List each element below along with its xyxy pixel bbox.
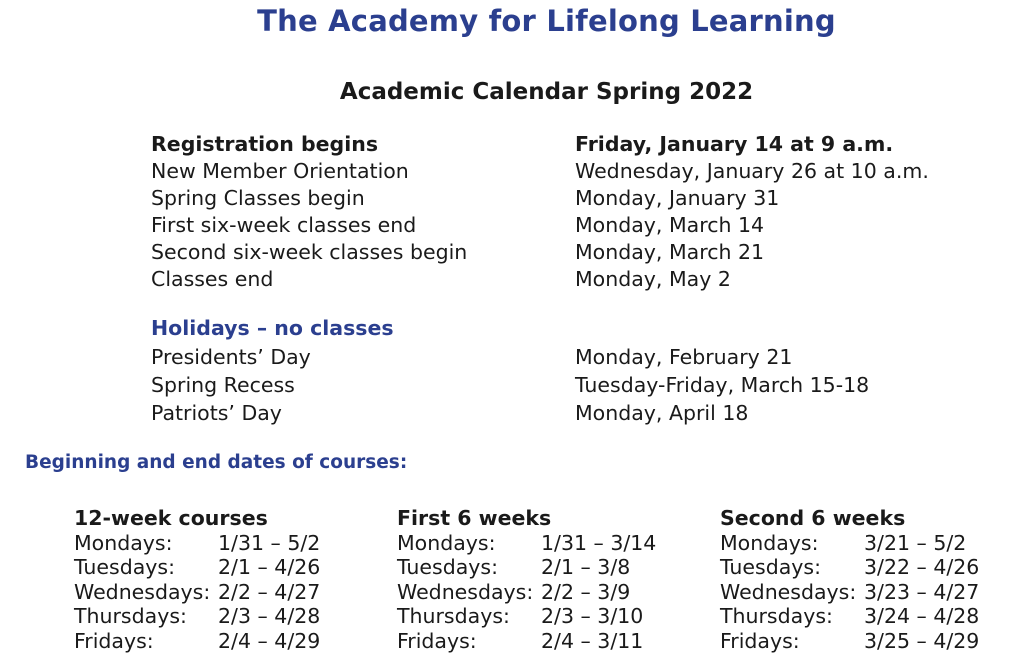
holiday-value: Monday, February 21 — [575, 345, 793, 369]
course-row — [74, 530, 321, 556]
holiday-label: Patriots’ Day — [151, 401, 282, 425]
course-dates: 2/2 – 4/27 — [218, 579, 321, 604]
course-dates: 3/23 – 4/27 — [864, 579, 980, 604]
course-day: Mondays: — [720, 530, 819, 555]
course-row — [720, 530, 967, 556]
schedule-label: First six-week classes end — [151, 213, 417, 237]
course-day: Mondays: — [74, 530, 173, 555]
course-row — [720, 604, 980, 629]
course-column-second-6-weeks — [720, 506, 980, 653]
course-row — [74, 628, 321, 654]
course-day: Thursdays: — [397, 604, 510, 628]
course-row — [397, 555, 631, 580]
holiday-value: Monday, April 18 — [575, 401, 749, 425]
course-row — [397, 530, 657, 556]
course-day: Fridays: — [397, 628, 477, 653]
course-dates: 2/3 – 3/10 — [541, 604, 644, 628]
course-row — [720, 579, 980, 605]
course-dates: 3/24 – 4/28 — [864, 604, 980, 628]
course-row — [74, 579, 321, 605]
page-title: The Academy for Lifelong Learning — [257, 4, 836, 38]
schedule-value: Monday, March 14 — [575, 213, 765, 237]
schedule-value: Monday, May 2 — [575, 267, 731, 291]
course-dates: 2/3 – 4/28 — [218, 604, 321, 628]
course-row — [720, 555, 980, 580]
course-day: Tuesdays: — [397, 555, 498, 579]
course-row — [397, 579, 631, 605]
course-day: Mondays: — [397, 530, 496, 555]
schedule-label: Classes end — [151, 267, 274, 291]
course-dates: 1/31 – 5/2 — [218, 530, 321, 555]
schedule-label: New Member Orientation — [151, 159, 409, 183]
course-dates: 2/2 – 3/9 — [541, 579, 631, 604]
holiday-label: Presidents’ Day — [151, 345, 311, 369]
course-day: Thursdays: — [720, 604, 833, 628]
course-row — [74, 555, 321, 580]
schedule-label: Second six-week classes begin — [151, 240, 468, 264]
course-dates: 2/1 – 3/8 — [541, 555, 631, 579]
course-dates: 3/25 – 4/29 — [864, 628, 980, 653]
course-dates: 2/4 – 4/29 — [218, 628, 321, 653]
course-dates: 1/31 – 3/14 — [541, 530, 657, 555]
holidays-heading: Holidays – no classes — [151, 316, 394, 340]
course-column-title: 12-week courses — [74, 506, 268, 530]
course-day: Fridays: — [74, 628, 154, 653]
schedule-value: Wednesday, January 26 at 10 a.m. — [575, 159, 929, 183]
schedule-label: Registration begins — [151, 132, 379, 156]
course-dates-heading: Beginning and end dates of courses: — [25, 452, 408, 473]
course-dates: 2/1 – 4/26 — [218, 555, 321, 579]
course-row — [397, 628, 644, 654]
calendar-subtitle: Academic Calendar Spring 2022 — [339, 79, 754, 105]
course-day: Tuesdays: — [74, 555, 175, 579]
schedule-value: Monday, March 21 — [575, 240, 765, 264]
course-row — [397, 604, 644, 629]
course-day: Tuesdays: — [720, 555, 821, 579]
schedule-value: Monday, January 31 — [575, 186, 780, 210]
holiday-label: Spring Recess — [151, 373, 295, 397]
course-day: Wednesdays: — [74, 579, 211, 604]
course-column-title: First 6 weeks — [397, 506, 552, 530]
course-column-12-week — [74, 506, 321, 653]
course-column-title: Second 6 weeks — [720, 506, 906, 530]
course-dates: 3/22 – 4/26 — [864, 555, 980, 579]
course-day: Fridays: — [720, 628, 800, 653]
course-day: Thursdays: — [74, 604, 187, 628]
holiday-value: Tuesday-Friday, March 15-18 — [575, 373, 870, 397]
course-day: Wednesdays: — [720, 579, 857, 604]
course-dates: 2/4 – 3/11 — [541, 628, 644, 653]
schedule-label: Spring Classes begin — [151, 186, 365, 210]
course-dates: 3/21 – 5/2 — [864, 530, 967, 555]
course-column-first-6-weeks — [397, 506, 657, 653]
course-row — [720, 628, 980, 654]
schedule-value: Friday, January 14 at 9 a.m. — [575, 132, 894, 156]
course-day: Wednesdays: — [397, 579, 534, 604]
course-row — [74, 604, 321, 629]
